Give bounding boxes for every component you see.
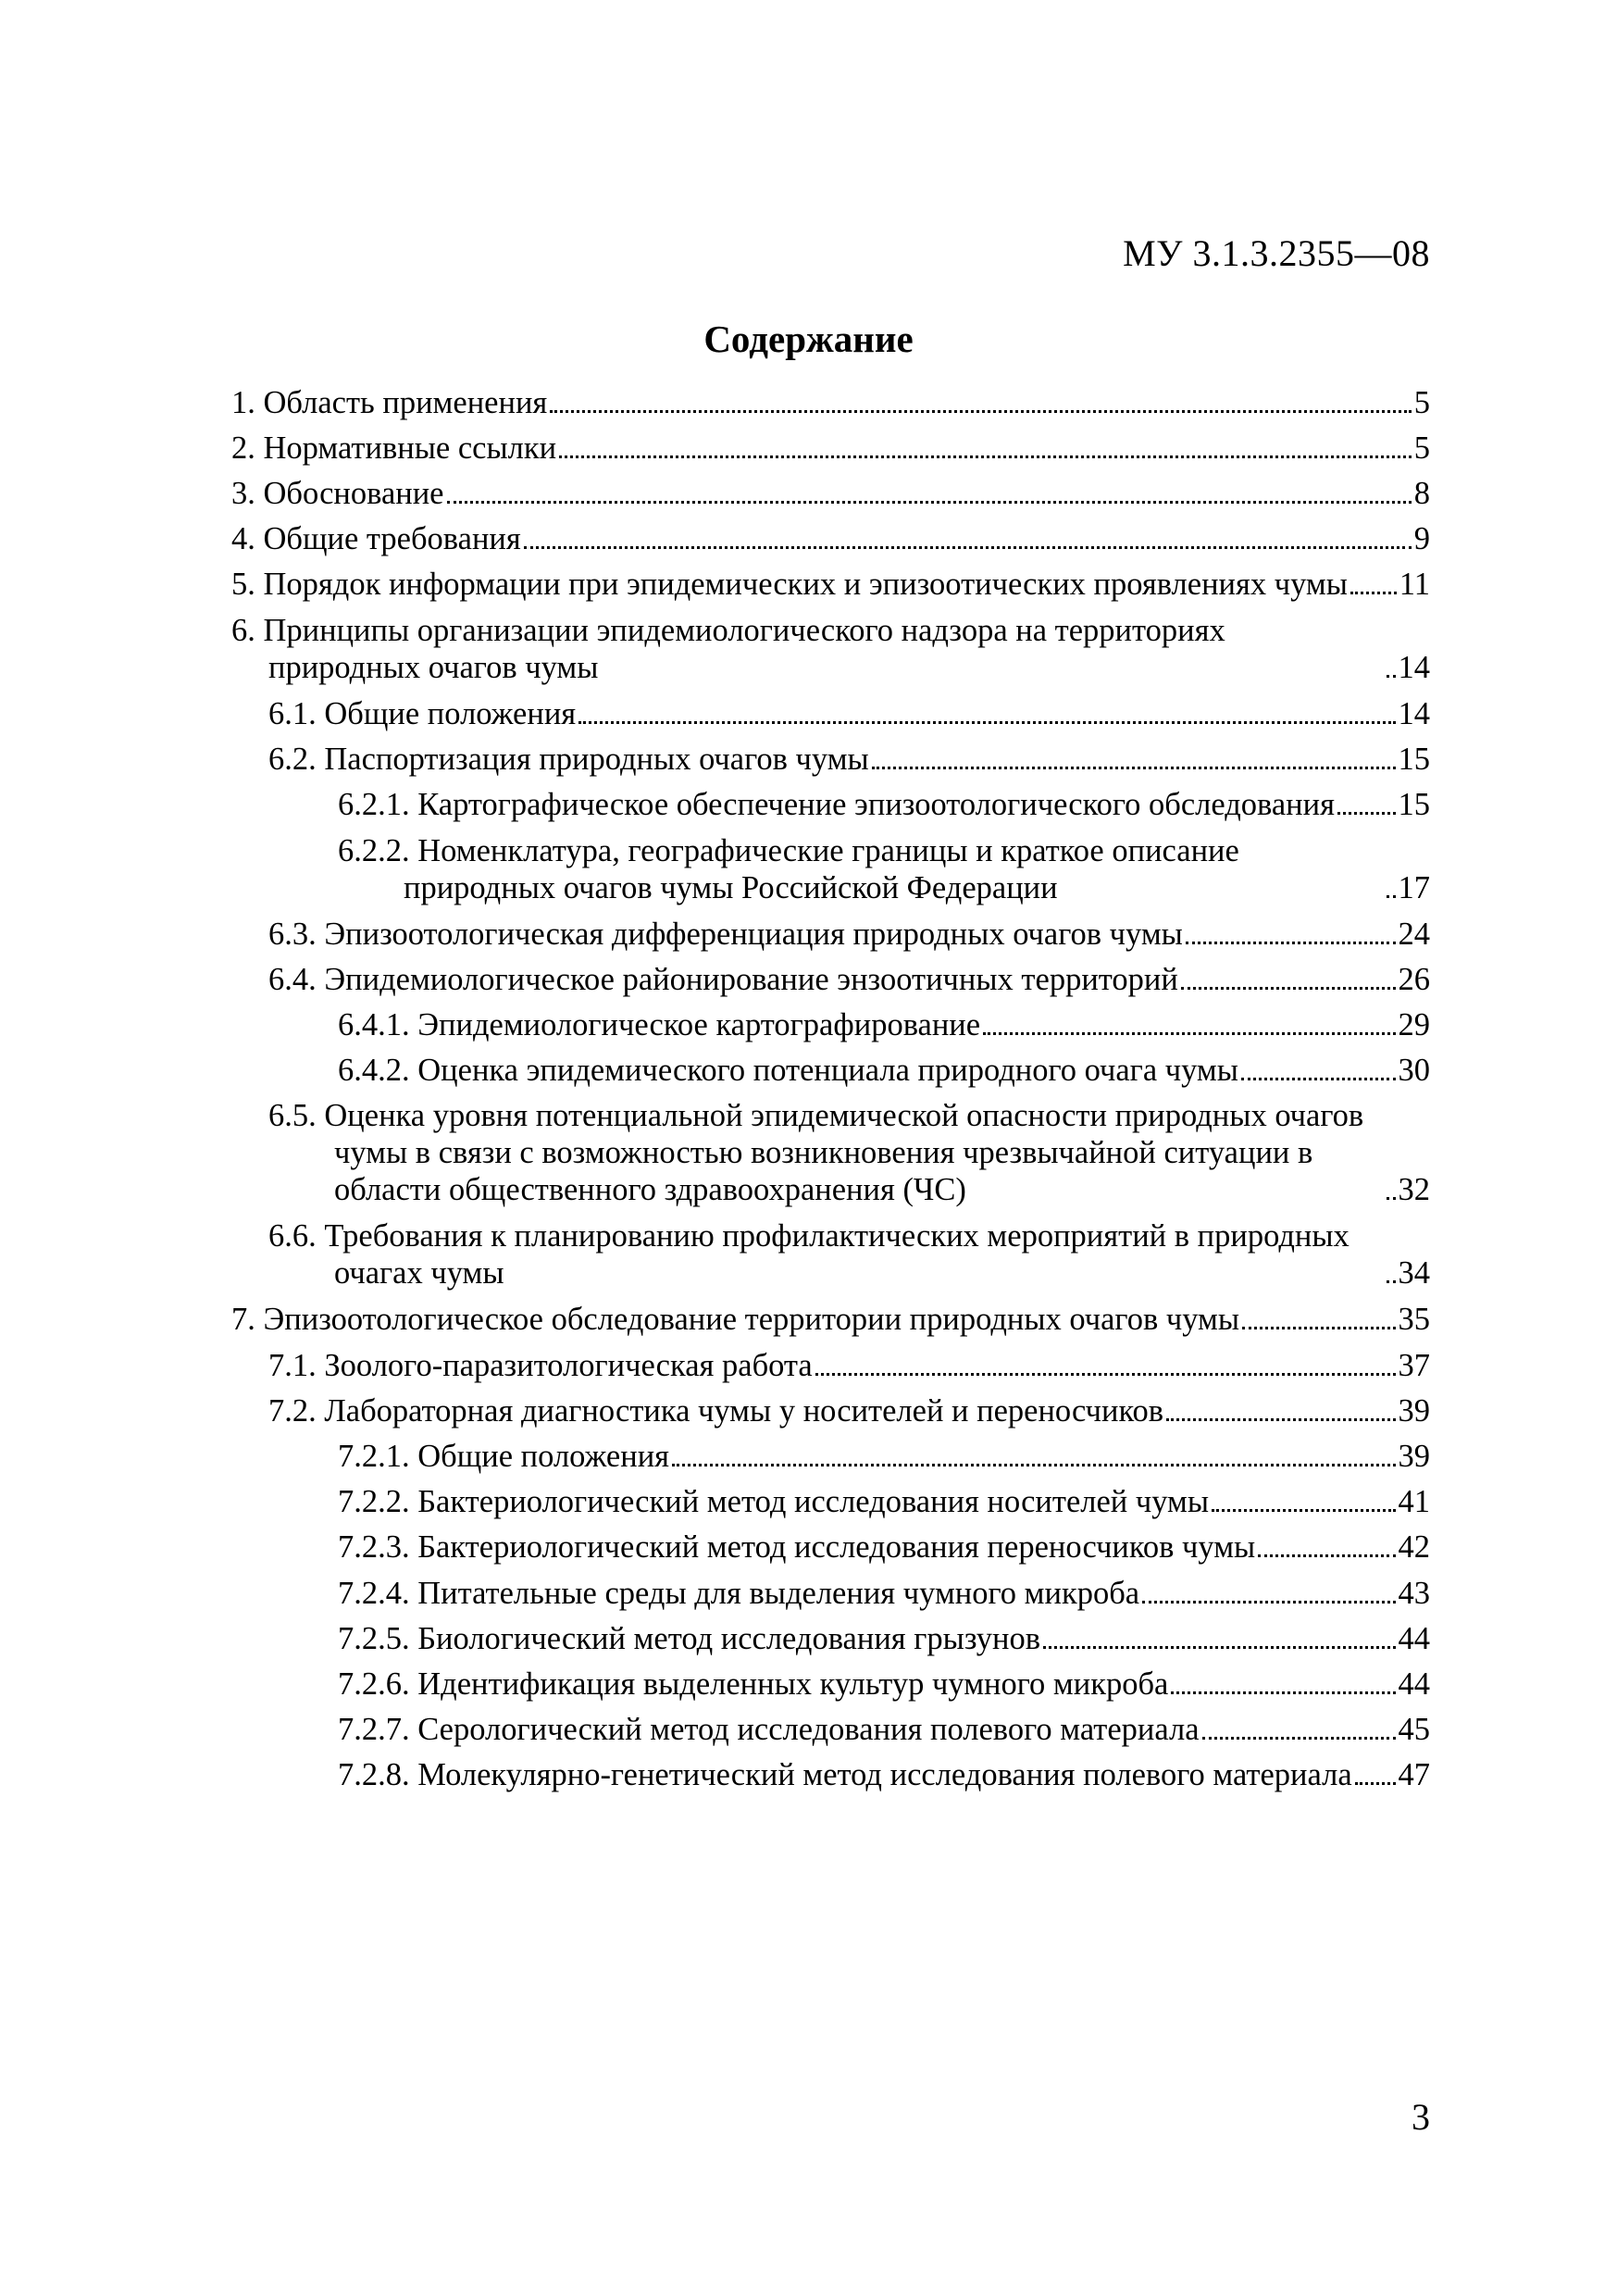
toc-leader-dots xyxy=(559,455,1412,458)
toc-leader-dots xyxy=(1355,1781,1396,1785)
toc-entry-text: 7.2.5. Биологический метод исследования грызунов xyxy=(338,1621,1041,1656)
toc-leader-dots xyxy=(1387,1279,1396,1283)
toc-entry-text: 7.1. Зоолого-паразитологическая работа xyxy=(268,1348,813,1383)
page-number: 3 xyxy=(1412,2096,1430,2138)
toc-entry[interactable] xyxy=(231,1529,1430,1566)
toc-leader-dots xyxy=(1387,894,1396,898)
toc-entry-text: 7.2.8. Молекулярно-генетический метод исследования полевого материала xyxy=(338,1757,1352,1792)
toc-entry[interactable] xyxy=(231,1097,1430,1208)
toc-entry-page: 42 xyxy=(1398,1529,1430,1565)
toc-entry-text: 6.2.1. Картографическое обеспечение эпизоотологического обследования xyxy=(338,787,1335,822)
toc-entry[interactable] xyxy=(231,566,1430,603)
toc-entry-page: 39 xyxy=(1398,1439,1430,1474)
toc-entry[interactable] xyxy=(231,1620,1430,1657)
toc-entry-text: 6.2. Паспортизация природных очагов чумы xyxy=(268,742,869,777)
document-code: МУ 3.1.3.2355—08 xyxy=(1123,232,1430,274)
toc-entry[interactable] xyxy=(231,1666,1430,1703)
toc-entry-page: 5 xyxy=(1413,430,1430,466)
toc-entry[interactable] xyxy=(231,741,1430,778)
toc-entry-page: 30 xyxy=(1398,1053,1430,1088)
toc-entry-text: 7.2.4. Питательные среды для выделения чумного микроба xyxy=(338,1576,1140,1611)
toc-entry[interactable] xyxy=(231,961,1430,998)
toc-entry[interactable] xyxy=(231,1392,1430,1429)
page-title: Содержание xyxy=(703,318,914,360)
toc-leader-dots xyxy=(1350,591,1397,594)
toc-entry-page: 32 xyxy=(1398,1172,1430,1207)
toc-leader-dots xyxy=(524,545,1412,549)
toc-entry-page: 8 xyxy=(1413,476,1430,511)
toc-entry-text: 6.4. Эпидемиологическое районирование энзоотичных территорий xyxy=(268,962,1178,997)
toc-entry-page: 45 xyxy=(1398,1712,1430,1747)
toc-entry-page: 11 xyxy=(1399,567,1430,602)
toc-entry-page: 41 xyxy=(1398,1484,1430,1519)
toc-leader-dots xyxy=(1242,1326,1395,1329)
toc-leader-dots xyxy=(1212,1508,1395,1512)
toc-leader-dots xyxy=(1166,1417,1395,1421)
toc-leader-dots xyxy=(1186,941,1396,944)
toc-entry-page: 17 xyxy=(1398,870,1430,905)
toc-entry-text: 6.6. Требования к планированию профилактических мероприятий в природных очагах чумы xyxy=(268,1218,1350,1291)
toc-entry[interactable] xyxy=(231,1483,1430,1520)
toc-entry-page: 37 xyxy=(1398,1348,1430,1383)
toc-leader-dots xyxy=(1202,1736,1396,1740)
toc-entry-page: 9 xyxy=(1413,521,1430,556)
toc-entry-text: 7. Эпизоотологическое обследование территории природных очагов чумы xyxy=(231,1302,1240,1337)
toc-entry[interactable] xyxy=(231,475,1430,512)
toc-entry[interactable] xyxy=(231,1438,1430,1475)
toc-entry[interactable] xyxy=(231,786,1430,823)
toc-entry-text: 6.2.2. Номенклатура, географические границы и краткое описание природных очагов чумы Российской Федерации xyxy=(338,833,1239,905)
toc-leader-dots xyxy=(672,1463,1395,1466)
toc-entry-page: 43 xyxy=(1398,1576,1430,1611)
toc-leader-dots xyxy=(1387,1196,1396,1200)
toc-entry-page: 15 xyxy=(1398,742,1430,777)
toc-entry-text: 7.2.7. Серологический метод исследования полевого материала xyxy=(338,1712,1200,1747)
toc-leader-dots xyxy=(1241,1077,1396,1080)
toc-entry-text: 7.2.6. Идентификация выделенных культур чумного микроба xyxy=(338,1666,1169,1702)
toc-entry-text: 1. Область применения xyxy=(231,385,548,420)
toc-entry-text: 6.4.1. Эпидемиологическое картографирование xyxy=(338,1007,981,1042)
toc-entry-page: 5 xyxy=(1413,385,1430,420)
toc-entry-text: 6.3. Эпизоотологическая дифференциация природных очагов чумы xyxy=(268,917,1183,952)
toc-entry[interactable] xyxy=(231,430,1430,467)
toc-entry-page: 44 xyxy=(1398,1666,1430,1702)
toc-entry-text: 6.4.2. Оценка эпидемического потенциала природного очага чумы xyxy=(338,1053,1238,1088)
toc-entry-page: 35 xyxy=(1398,1302,1430,1337)
toc-leader-dots xyxy=(578,720,1395,724)
toc-entry-text: 6. Принципы организации эпидемиологического надзора на территориях природных очагов чумы xyxy=(231,613,1225,685)
toc-leader-dots xyxy=(872,766,1396,769)
toc-leader-dots xyxy=(1337,811,1396,815)
toc-leader-dots xyxy=(1258,1554,1395,1557)
toc-entry-page: 29 xyxy=(1398,1007,1430,1042)
table-of-contents xyxy=(231,384,1430,1803)
toc-entry-page: 24 xyxy=(1398,917,1430,952)
toc-leader-dots xyxy=(1043,1645,1395,1649)
toc-entry-page: 44 xyxy=(1398,1621,1430,1656)
toc-leader-dots xyxy=(815,1372,1396,1376)
toc-entry-text: 2. Нормативные ссылки xyxy=(231,430,557,466)
toc-entry[interactable] xyxy=(231,1052,1430,1089)
toc-entry-page: 26 xyxy=(1398,962,1430,997)
toc-entry-page: 15 xyxy=(1398,787,1430,822)
toc-entry-text: 6.5. Оценка уровня потенциальной эпидемической опасности природных очагов чумы в связи с возможностью возникновения чрезвычайной ситуации в области общественного здравоохранения (ЧС) xyxy=(268,1098,1364,1207)
toc-entry[interactable] xyxy=(231,612,1430,686)
toc-entry-text: 3. Обоснование xyxy=(231,476,444,511)
toc-entry-page: 14 xyxy=(1398,650,1430,685)
toc-entry[interactable] xyxy=(231,695,1430,732)
toc-leader-dots xyxy=(447,500,1412,504)
toc-entry-text: 7.2. Лабораторная диагностика чумы у носителей и переносчиков xyxy=(268,1393,1164,1429)
toc-entry-text: 5. Порядок информации при эпидемических и эпизоотических проявлениях чумы xyxy=(231,567,1348,602)
toc-entry[interactable] xyxy=(231,520,1430,557)
toc-entry-page: 47 xyxy=(1398,1757,1430,1792)
toc-entry-page: 34 xyxy=(1398,1255,1430,1291)
toc-entry-text: 7.2.3. Бактериологический метод исследования переносчиков чумы xyxy=(338,1529,1256,1565)
toc-leader-dots xyxy=(983,1031,1395,1035)
toc-entry-text: 7.2.2. Бактериологический метод исследования носителей чумы xyxy=(338,1484,1210,1519)
toc-leader-dots xyxy=(1181,986,1396,990)
toc-entry[interactable] xyxy=(231,1301,1430,1338)
toc-leader-dots xyxy=(550,409,1411,413)
toc-entry[interactable] xyxy=(231,1006,1430,1043)
toc-leader-dots xyxy=(1171,1691,1395,1694)
toc-entry[interactable] xyxy=(231,1756,1430,1793)
toc-entry[interactable] xyxy=(231,384,1430,421)
toc-entry[interactable] xyxy=(231,1217,1430,1292)
toc-leader-dots xyxy=(1387,674,1396,678)
toc-entry-text: 4. Общие требования xyxy=(231,521,521,556)
toc-entry-page: 14 xyxy=(1398,696,1430,731)
toc-leader-dots xyxy=(1142,1600,1395,1603)
toc-entry[interactable] xyxy=(231,1575,1430,1612)
toc-entry-page: 39 xyxy=(1398,1393,1430,1429)
toc-entry[interactable] xyxy=(231,1711,1430,1748)
toc-entry[interactable] xyxy=(231,916,1430,953)
toc-entry-text: 6.1. Общие положения xyxy=(268,696,577,731)
toc-entry[interactable] xyxy=(231,832,1430,906)
toc-entry[interactable] xyxy=(231,1347,1430,1384)
toc-entry-text: 7.2.1. Общие положения xyxy=(338,1439,670,1474)
